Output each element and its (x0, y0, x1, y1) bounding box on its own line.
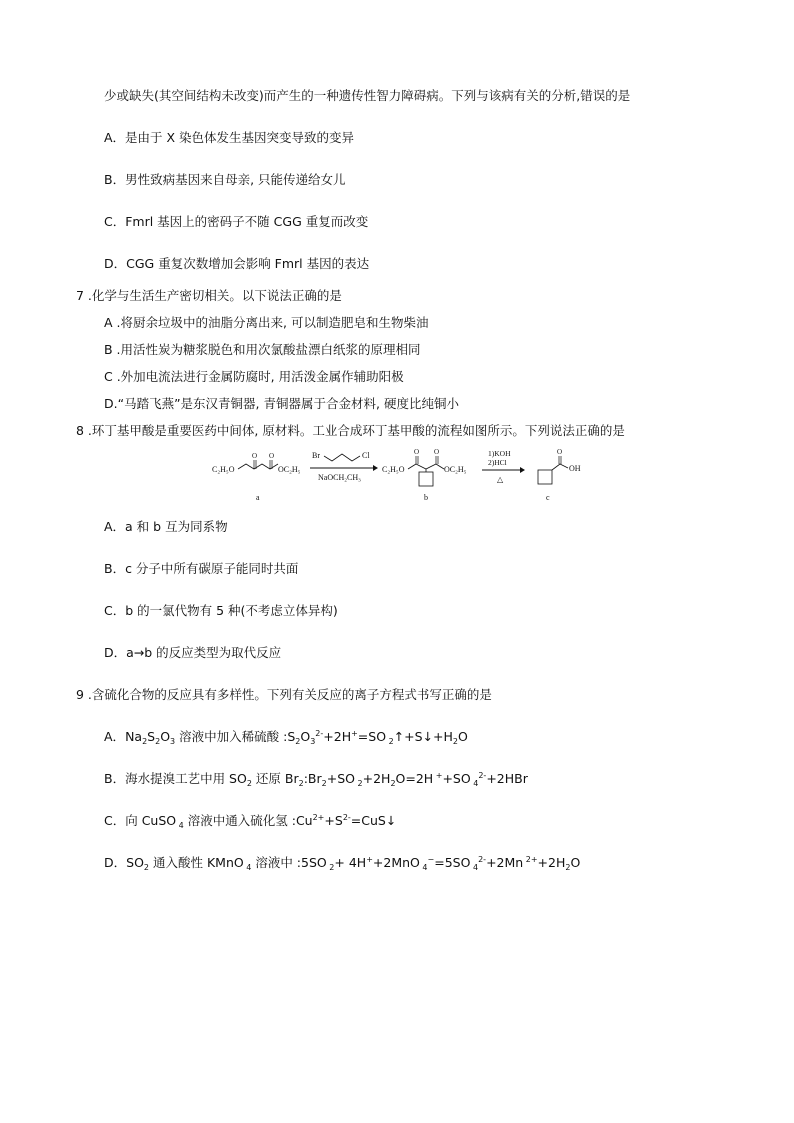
q8-option-c: C．b 的一氯代物有 5 种(不考虑立体异构) (104, 603, 338, 618)
c-o: O (557, 448, 563, 456)
c-cyclobutane (538, 470, 552, 484)
q6-stem-tail: 少或缺失(其空间结构未改变)而产生的一种遗传性智力障碍病。下列与该病有关的分析,错误的是 (104, 88, 631, 103)
q7-option-d: D.“马踏飞燕”是东汉青铜器, 青铜器属于合金材料, 硬度比纯铜小 (104, 396, 459, 411)
q7-option-a: A .将厨余垃圾中的油脂分离出来, 可以制造肥皂和生物柴油 (104, 315, 429, 330)
q8-option-d: D．a→b 的反应类型为取代反应 (104, 645, 282, 660)
a-carbonyl-1 (254, 460, 256, 469)
q6-option-a: A．是由于 X 染色体发生基因突变导致的变异 (104, 130, 355, 145)
c-carbonyl (559, 456, 561, 464)
arrow-1-head (373, 465, 378, 471)
b-right-ester: OC₂H₅ (444, 465, 467, 474)
b-left-ester: C₂H₅O (382, 465, 405, 474)
b-cyclobutane (419, 472, 433, 486)
q8-option-b: B．c 分子中所有碳原子能同时共面 (104, 561, 299, 576)
reagent-br: Br (312, 451, 320, 460)
step2-koh: 1)KOH (488, 449, 511, 458)
reagent-cl: Cl (362, 451, 370, 460)
q9-option-c: C．向 CuSO $_4$ 溶液中通入硫化氢 $:Cu^{2+}+S^{2-}=CuS↓$ (104, 813, 397, 830)
reagent-chain (324, 454, 360, 461)
a-carbonyl-2 (270, 460, 272, 469)
step2-heat: △ (497, 475, 504, 484)
q7-stem: 7 .化学与生活生产密切相关。以下说法正确的是 (76, 288, 342, 303)
q6-option-b: B．男性致病基因来自母亲, 只能传递给女儿 (104, 172, 346, 187)
c-bond (552, 464, 568, 470)
a-o1: O (252, 452, 258, 460)
b-label: b (424, 493, 428, 502)
arrow-2-head (520, 467, 525, 473)
q9-option-d: D．$SO_2$ 通入酸性 KMnO $_4$ 溶液中 :5SO $_2$+ 4H++2MnO $_4$−=5SO $_4^{2-}$+2Mn $^{2+}+2H_2O$ (104, 855, 581, 872)
q9-option-b: B．海水提溴工艺中用 $SO_2$ 还原 $Br_2:Br_2+SO$ $_2+2H_2O=2H$ ++SO $_4^{2-}$+2HBr (104, 771, 528, 788)
q6-option-d: D．CGG 重复次数增加会影响 Fmrl 基因的表达 (104, 256, 370, 271)
q6-option-c: C．Fmrl 基因上的密码子不随 CGG 重复而改变 (104, 214, 369, 229)
a-o2: O (269, 452, 275, 460)
reagent-base: NaOCH₂CH₃ (318, 473, 361, 482)
b-carbonyl-2 (436, 456, 438, 464)
c-oh: OH (569, 464, 581, 473)
a-label: a (256, 493, 260, 502)
q9-option-a: A．$Na_2S_2O_3$ 溶液中加入稀硫酸 $:S_2O_3^{2-}+2H^+=SO$ $_2↑+S↓+H_2O$ (104, 729, 468, 746)
b-o2: O (434, 448, 440, 456)
a-right-ester: OC₂H₅ (278, 465, 301, 474)
a-left-ester: C₂H₅O (212, 465, 235, 474)
q9-stem: 9 .含硫化合物的反应具有多样性。下列有关反应的离子方程式书写正确的是 (76, 687, 492, 702)
b-carbonyl-1 (416, 456, 418, 464)
q8-option-a: A．a 和 b 互为同系物 (104, 519, 228, 534)
q8-stem: 8 .环丁基甲酸是重要医药中间体, 原材料。工业合成环丁基甲酸的流程如图所示。下列说法正确的是 (76, 423, 625, 438)
q7-option-b: B .用活性炭为糖浆脱色和用次氯酸盐漂白纸浆的原理相同 (104, 342, 421, 357)
c-label: c (546, 493, 550, 502)
b-o1: O (414, 448, 420, 456)
b-backbone (408, 464, 444, 469)
synthesis-scheme (212, 446, 592, 508)
q7-option-c: C .外加电流法进行金属防腐时, 用活泼金属作辅助阳极 (104, 369, 404, 384)
step2-hcl: 2)HCl (488, 458, 507, 467)
